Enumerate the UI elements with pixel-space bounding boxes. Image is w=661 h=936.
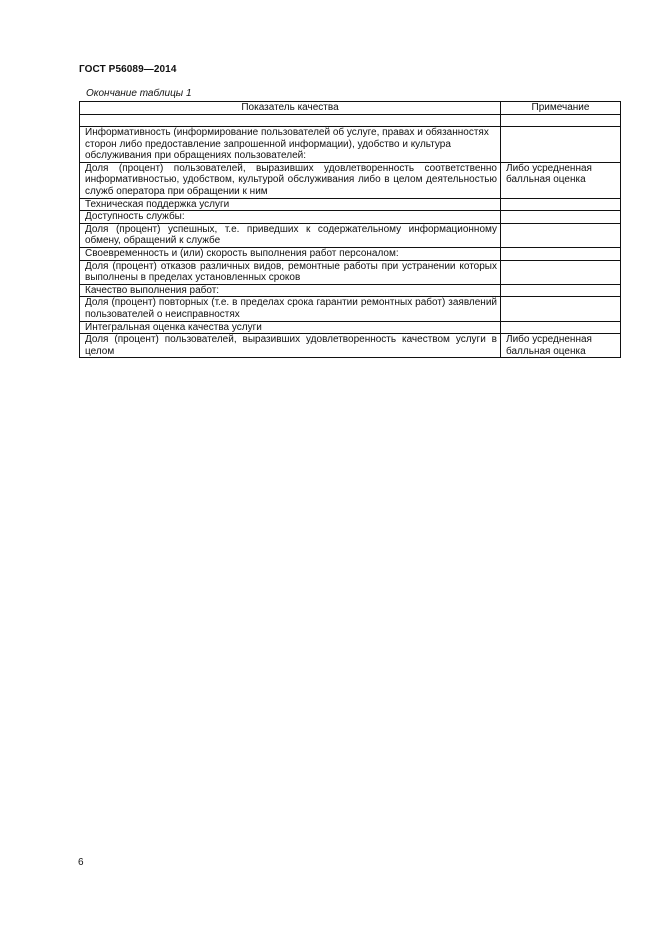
table-header-row bbox=[80, 102, 621, 115]
indicator-cell: Качество выполнения работ: bbox=[80, 284, 501, 297]
table-row bbox=[80, 198, 621, 211]
table-row bbox=[80, 334, 621, 358]
table-row bbox=[80, 127, 621, 163]
table-row bbox=[80, 297, 621, 321]
table-row bbox=[80, 284, 621, 297]
indicator-cell: Интегральная оценка качества услуги bbox=[80, 321, 501, 334]
table-row bbox=[80, 211, 621, 224]
indicator-cell: Доля (процент) успешных, т.е. приведших к содержательному информационному обмену, обращений к службе bbox=[80, 223, 501, 247]
indicator-cell: Доступность службы: bbox=[80, 211, 501, 224]
note-cell bbox=[501, 211, 621, 224]
document-header: ГОСТ Р56089—2014 bbox=[79, 64, 177, 75]
indicator-cell: Своевременность и (или) скорость выполнения работ персоналом: bbox=[80, 247, 501, 260]
indicator-cell: Информативность (информирование пользователей об услуге, правах и обязанностях сторон либо предоставление запрошенной информации), удобство и культура обслуживания при обращениях пользователей: bbox=[80, 127, 501, 163]
table-row bbox=[80, 260, 621, 284]
note-cell bbox=[501, 223, 621, 247]
table-spacer-row bbox=[80, 115, 621, 127]
table-row bbox=[80, 321, 621, 334]
indicator-cell: Техническая поддержка услуги bbox=[80, 198, 501, 211]
table-row bbox=[80, 162, 621, 198]
note-cell bbox=[501, 247, 621, 260]
note-cell bbox=[501, 260, 621, 284]
indicator-cell: Доля (процент) повторных (т.е. в пределах срока гарантии ремонтных работ) заявлений пользователей о неисправностях bbox=[80, 297, 501, 321]
note-cell bbox=[501, 297, 621, 321]
spacer-cell bbox=[501, 115, 621, 127]
table-row bbox=[80, 247, 621, 260]
note-cell bbox=[501, 284, 621, 297]
note-cell: Либо усредненная балльная оценка bbox=[501, 162, 621, 198]
table-row bbox=[80, 223, 621, 247]
note-cell: Либо усредненная балльная оценка bbox=[501, 334, 621, 358]
note-cell bbox=[501, 321, 621, 334]
column-header-indicator: Показатель качества bbox=[80, 102, 501, 115]
indicator-cell: Доля (процент) пользователей, выразивших удовлетворенность соответственно информативностью, удобством, культурой обслуживания либо в целом деятельностью служб оператора при обращении к ним bbox=[80, 162, 501, 198]
indicator-cell: Доля (процент) отказов различных видов, ремонтные работы при устранении которых выполнены в пределах установленных сроков bbox=[80, 260, 501, 284]
note-cell bbox=[501, 127, 621, 163]
note-cell bbox=[501, 198, 621, 211]
indicator-cell: Доля (процент) пользователей, выразивших удовлетворенность качеством услуги в целом bbox=[80, 334, 501, 358]
table-caption: Окончание таблицы 1 bbox=[86, 88, 192, 99]
spacer-cell bbox=[80, 115, 501, 127]
page-number: 6 bbox=[78, 857, 84, 868]
column-header-note: Примечание bbox=[501, 102, 621, 115]
quality-indicators-table bbox=[79, 101, 621, 358]
